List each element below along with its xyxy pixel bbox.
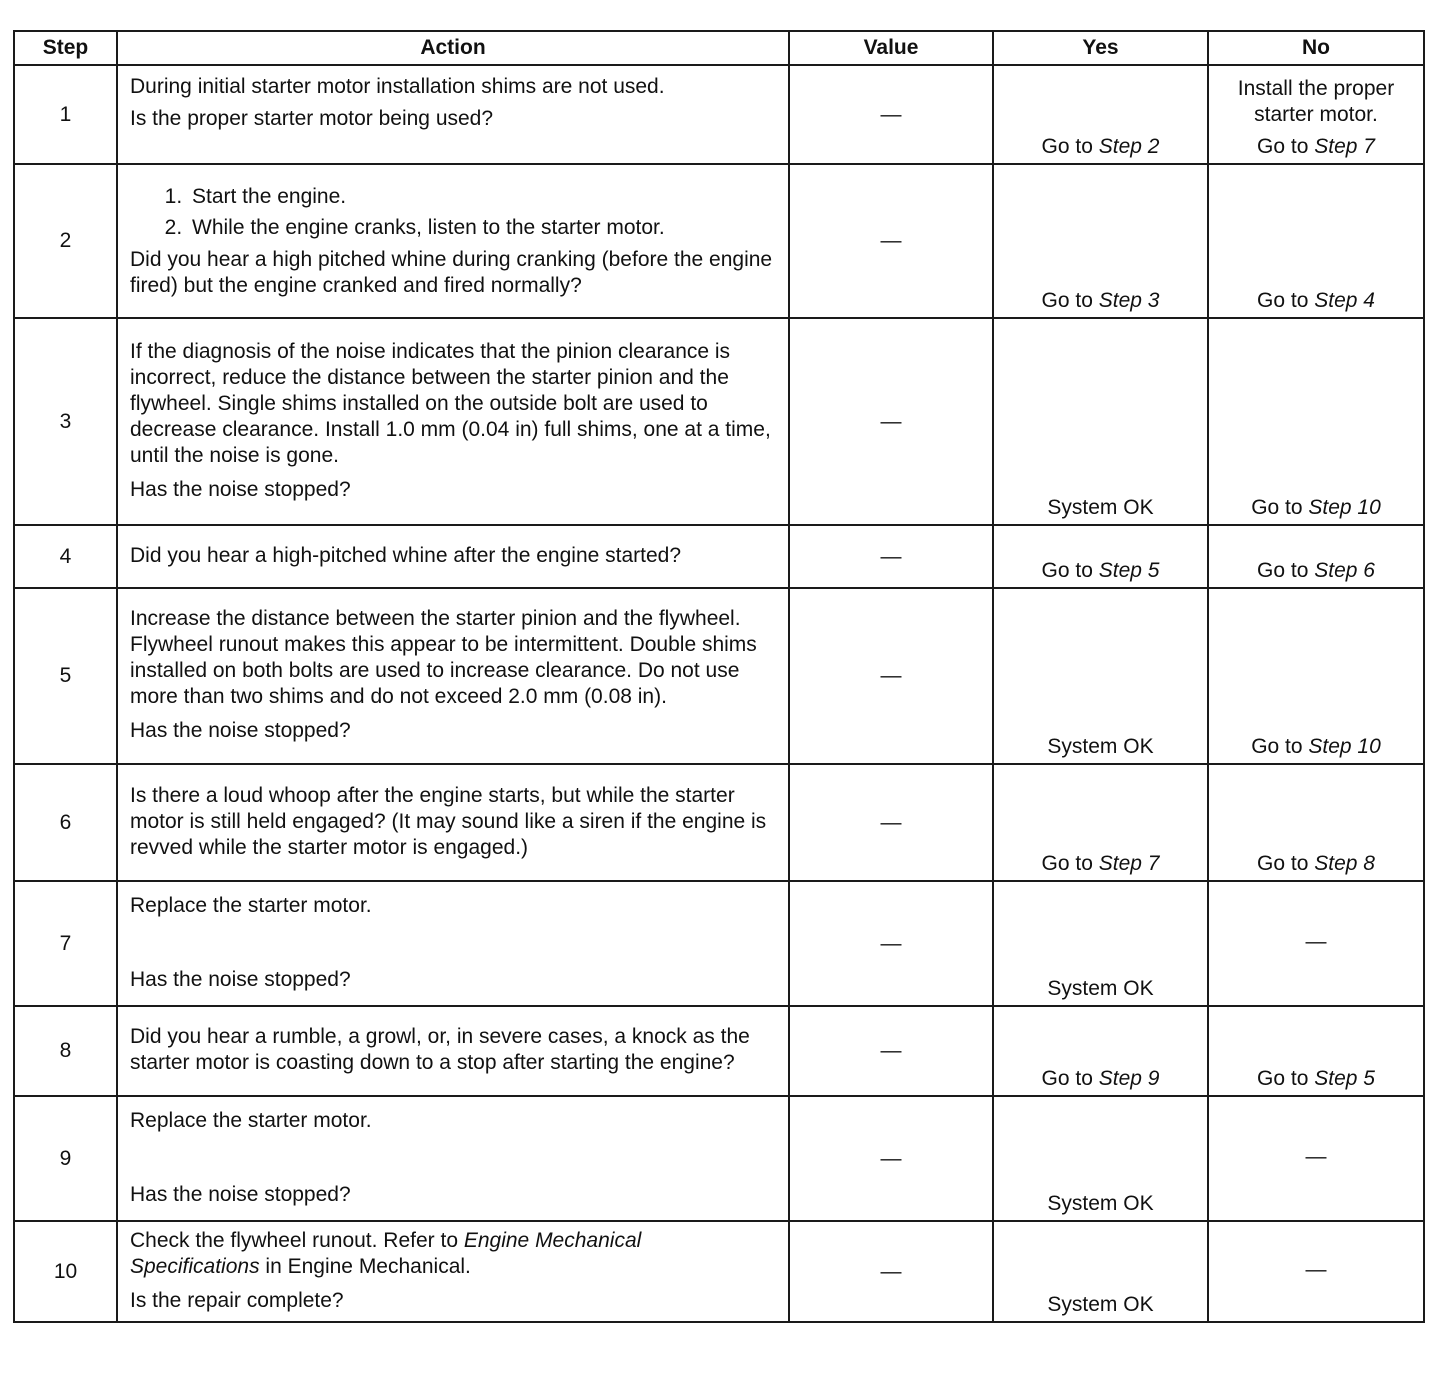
- yes-cell: [993, 164, 1208, 318]
- action-text: Increase the distance between the starter pinion and the flywheel. Flywheel runout makes this appear to be intermittent. Double shims installed on both bolts are used to increase clearance. Do not use more than two shims and do not exceed 2.0 mm (0.08 in).: [130, 607, 757, 708]
- action-text: Did you hear a high-pitched whine after the engine started?: [130, 543, 682, 567]
- step-ref: Step 6: [1314, 559, 1375, 582]
- action-text: Replace the starter motor.: [130, 1108, 372, 1132]
- header-value: Value: [789, 31, 993, 65]
- step-number: 3: [14, 318, 117, 525]
- action-question: Has the noise stopped?: [130, 477, 351, 501]
- yes-prefix: Go to: [1041, 289, 1099, 312]
- value-cell: —: [789, 164, 993, 318]
- no-prefix: Go to: [1257, 559, 1315, 582]
- action-text: [130, 1228, 776, 1280]
- action-cell: [117, 164, 789, 318]
- value-cell: —: [789, 881, 993, 1006]
- no-prefix: Go to: [1257, 289, 1315, 312]
- header-no: No: [1208, 31, 1424, 65]
- step-number: 5: [14, 588, 117, 764]
- header-step: Step: [14, 31, 117, 65]
- no-cell: [1208, 1006, 1424, 1096]
- yes-cell: [993, 764, 1208, 881]
- action-cell: [117, 1221, 789, 1322]
- step-ref: Step 10: [1308, 735, 1381, 758]
- action-cell: [117, 525, 789, 588]
- step-ref: Step 5: [1098, 559, 1160, 582]
- procedure-step: 2. While the engine cranks, listen to the starter motor.: [188, 215, 776, 241]
- value-cell: —: [789, 525, 993, 588]
- yes-prefix: Go to: [1041, 852, 1099, 875]
- yes-prefix: Go to: [1041, 1067, 1099, 1090]
- value-cell: —: [789, 764, 993, 881]
- action-cell: [117, 588, 789, 764]
- yes-prefix: Go to: [1041, 135, 1099, 158]
- action-question: Is the proper starter motor being used?: [130, 106, 494, 130]
- no-cell: [1208, 318, 1424, 525]
- yes-cell: [993, 525, 1208, 588]
- action-question: Has the noise stopped?: [130, 967, 351, 991]
- step-number: 6: [14, 764, 117, 881]
- action-text-part: Check the flywheel runout. Refer to: [130, 1228, 464, 1252]
- no-prefix: Go to: [1257, 852, 1315, 875]
- action-text-part: in Engine Mechanical.: [259, 1254, 471, 1278]
- step-ref: Step 3: [1098, 289, 1160, 312]
- step-number: 7: [14, 881, 117, 1006]
- value-cell: —: [789, 1096, 993, 1221]
- table-row: [14, 318, 1424, 525]
- diagnostic-table: [13, 30, 1425, 1323]
- action-question: Did you hear a high pitched whine during cranking (before the engine fired) but the engine cranked and fired normally?: [130, 248, 773, 297]
- step-number: 8: [14, 1006, 117, 1096]
- action-text: Replace the starter motor.: [130, 893, 372, 917]
- no-prefix: Go to: [1257, 1067, 1315, 1090]
- action-text: Is there a loud whoop after the engine starts, but while the starter motor is still held engaged? (It may sound like a siren if the engine is revved while the starter motor is engaged.): [130, 783, 767, 859]
- table-row: [14, 525, 1424, 588]
- no-prefix: Go to: [1251, 735, 1309, 758]
- step-number: 10: [14, 1221, 117, 1322]
- no-cell: —: [1208, 1221, 1424, 1322]
- action-cell: [117, 1096, 789, 1221]
- no-cell: —: [1208, 881, 1424, 1006]
- action-cell: [117, 764, 789, 881]
- action-cell: [117, 1006, 789, 1096]
- step-ref: Step 10: [1308, 496, 1381, 519]
- step-ref: Step 9: [1098, 1067, 1160, 1090]
- no-cell: [1208, 65, 1424, 164]
- value-cell: —: [789, 65, 993, 164]
- no-cell: —: [1208, 1096, 1424, 1221]
- step-ref: Step 2: [1098, 135, 1160, 158]
- header-yes: Yes: [993, 31, 1208, 65]
- action-cell: [117, 318, 789, 525]
- action-cell: [117, 65, 789, 164]
- step-ref: Step 4: [1314, 289, 1375, 312]
- yes-cell: System OK: [993, 588, 1208, 764]
- action-text: During initial starter motor installation shims are not used.: [130, 74, 665, 98]
- no-prefix: Go to: [1257, 135, 1315, 158]
- step-number: 2: [14, 164, 117, 318]
- value-cell: —: [789, 1006, 993, 1096]
- table-row: [14, 588, 1424, 764]
- procedure-list: [130, 184, 776, 241]
- yes-cell: [993, 1006, 1208, 1096]
- yes-cell: System OK: [993, 881, 1208, 1006]
- yes-prefix: Go to: [1041, 559, 1099, 582]
- action-question: Is the repair complete?: [130, 1288, 344, 1312]
- action-text: Did you hear a rumble, a growl, or, in severe cases, a knock as the starter motor is coasting down to a stop after starting the engine?: [130, 1025, 750, 1074]
- yes-cell: [993, 65, 1208, 164]
- procedure-step: 1. Start the engine.: [188, 184, 776, 210]
- header-row: [14, 31, 1424, 65]
- step-ref: Step 8: [1314, 852, 1375, 875]
- header-action: Action: [117, 31, 789, 65]
- step-ref: Step 7: [1098, 852, 1160, 875]
- no-line: Install the proper: [1237, 77, 1395, 100]
- section-reference: Engine Mechanical Specifications: [130, 1228, 642, 1278]
- table-row: [14, 764, 1424, 881]
- no-cell: [1208, 525, 1424, 588]
- value-cell: —: [789, 1221, 993, 1322]
- table-row: [14, 1006, 1424, 1096]
- step-ref: Step 5: [1314, 1067, 1375, 1090]
- yes-cell: System OK: [993, 1221, 1208, 1322]
- no-cell: [1208, 764, 1424, 881]
- table-row: [14, 65, 1424, 164]
- no-cell: [1208, 588, 1424, 764]
- value-cell: —: [789, 318, 993, 525]
- value-cell: —: [789, 588, 993, 764]
- no-line: starter motor.: [1254, 103, 1378, 126]
- yes-cell: System OK: [993, 1096, 1208, 1221]
- step-number: 9: [14, 1096, 117, 1221]
- yes-cell: System OK: [993, 318, 1208, 525]
- table-row: [14, 164, 1424, 318]
- table-row: [14, 1221, 1424, 1322]
- action-text: If the diagnosis of the noise indicates that the pinion clearance is incorrect, reduce the distance between the starter pinion and the flywheel. Single shims installed on the outside bolt are used to decrease clearance. Install 1.0 mm (0.04 in) full shims, one at a time, until the noise is gone.: [130, 339, 771, 467]
- step-ref: Step 7: [1314, 135, 1375, 158]
- no-cell: [1208, 164, 1424, 318]
- action-question: Has the noise stopped?: [130, 719, 351, 742]
- action-cell: [117, 881, 789, 1006]
- step-number: 1: [14, 65, 117, 164]
- table-row: [14, 881, 1424, 1006]
- no-prefix: Go to: [1251, 496, 1309, 519]
- action-question: Has the noise stopped?: [130, 1182, 351, 1206]
- table-row: [14, 1096, 1424, 1221]
- step-number: 4: [14, 525, 117, 588]
